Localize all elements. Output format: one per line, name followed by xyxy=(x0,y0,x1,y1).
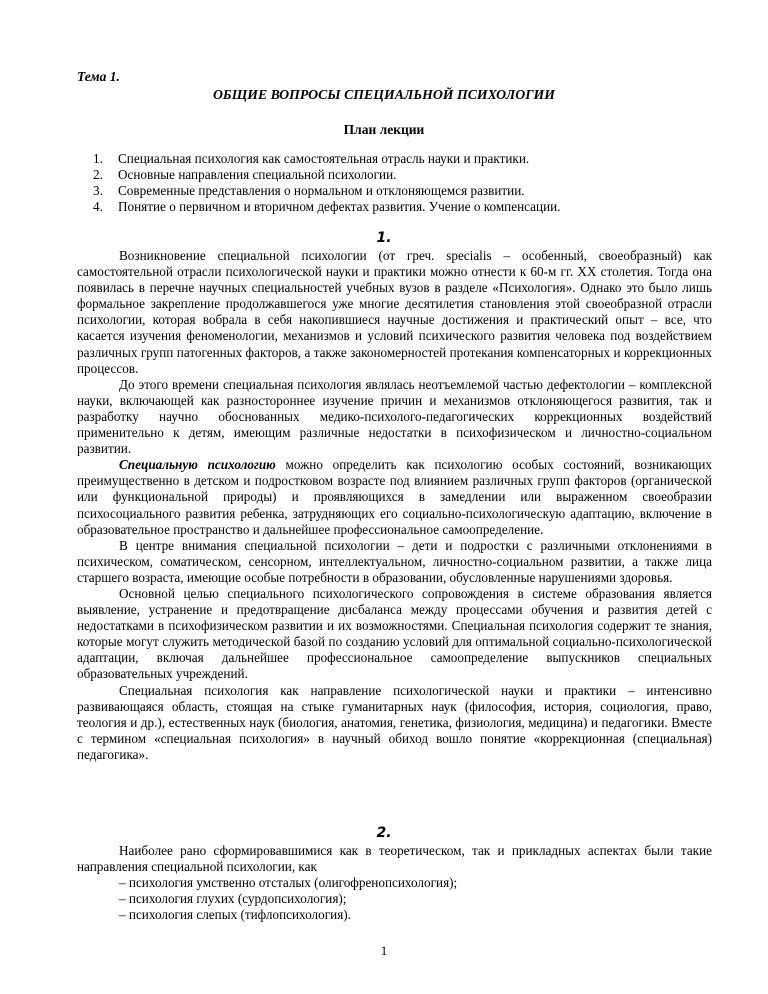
plan-item: 2. Основные направления специальной психологии. xyxy=(93,167,397,182)
paragraph: Специальная психология как направление психологической науки и практики – интенсивно развивающаяся область, стоящая на стыке гуманитарных наук (философия, история, социология, право, теология и др.), естественных наук (биология, анатомия, генетика, физиология, медицина) и педагогики. Вместе с термином «специальная психология» в научный обиход вошло понятие «коррекционная (специальная) педагогика». xyxy=(77,682,712,762)
paragraph: До этого времени специальная психология являлась неотъемлемой частью дефектологии – комплексной науки, включающей как разностороннее изучение причин и механизмов отклоняющегося развития, так и разработку научно обоснованных медико-психолого-педагогических коррекционных воздействий применительно к детям, имеющим различные недостатки в психофизическом и личностно-социальном развитии. xyxy=(77,376,712,457)
page-title: ОБЩИЕ ВОПРОСЫ СПЕЦИАЛЬНОЙ ПСИХОЛОГИИ xyxy=(212,87,556,102)
page-number: 1 xyxy=(380,943,388,958)
list-item: – психология глухих (сурдопсихология); xyxy=(119,891,347,907)
topic-label: Тема 1. xyxy=(77,69,120,84)
section-1-body xyxy=(77,248,712,763)
paragraph: Основной целью специального психологического сопровождения в системе образования является выявление, устранение и предотвращение дисбаланса между процессами обучения и развития детей с недостатками в психофизическом развитии и их возможностями. Специальная психология содержит те знания, которые могут служить методической базой по созданию условий для оптимальной социально-психологической адаптации, включая дальнейшее профессиональное самоопределение выпускников специальных образовательных учреждений. xyxy=(77,585,712,682)
plan-item: 3. Современные представления о нормальном и отклоняющемся развитии. xyxy=(93,183,525,198)
list-item: – психология слепых (тифлопсихология). xyxy=(119,907,351,923)
plan-item: 1. Специальная психология как самостоятельная отрасль науки и практики. xyxy=(93,151,530,166)
paragraph: Наиболее рано сформировавшимися как в теоретическом, так и прикладных аспектах были такие направления специальной психологии, как xyxy=(77,843,712,875)
plan-item: 4. Понятие о первичном и вторичном дефектах развития. Учение о компенсации. xyxy=(93,199,561,214)
section-2-body xyxy=(77,843,712,923)
section-2-heading: 2. xyxy=(376,825,392,841)
paragraph: Специальную психологию можно определить как психологию особых состояний, возникающих преимущественно в детском и подростковом возрасте под влиянием различных групп факторов (органической или функциональной природы) и проявляющихся в замедлении или выраженном своеобразии психосоциального развития ребенка, затрудняющих его социально-психологическую адаптацию, включение в образовательное пространство и дальнейшее профессиональное самоопределение. xyxy=(77,457,712,537)
paragraph: Возникновение специальной психологии (от греч. specialis – особенный, своеобразный) как самостоятельной отрасли психологической науки и практики можно отнести к 60-м гг. XX столетия. Тогда она появилась в перечне научных специальностей учебных вузов в разделе «Психология». Однако это было лишь формальное закрепление продолжавшегося уже многие десятилетия становления этой своеобразной отрасли психологии, которая вобрала в себя накопившиеся научные достижения и практический опыт – все, что касается изучения феноменологии, механизмов и условий психического развития человека под воздействием различных групп патогенных факторов, а также закономерностей протекания компенсаторных и коррекционных процессов. xyxy=(77,248,712,376)
emphasized-term: Специальную психологию xyxy=(119,457,276,473)
list-item: – психология умственно отсталых (олигофренопсихология); xyxy=(119,875,458,891)
section-1-heading: 1. xyxy=(376,230,392,246)
plan-heading: План лекции xyxy=(343,122,425,137)
plan-list xyxy=(93,151,560,215)
paragraph: В центре внимания специальной психологии – дети и подростки с различными отклонениями в психическом, соматическом, сенсорном, интеллектуальном, личностно-социальном развитии, а также лица старшего возраста, имеющие особые потребности в образовании, обусловленные нарушениями здоровья. xyxy=(77,537,712,585)
